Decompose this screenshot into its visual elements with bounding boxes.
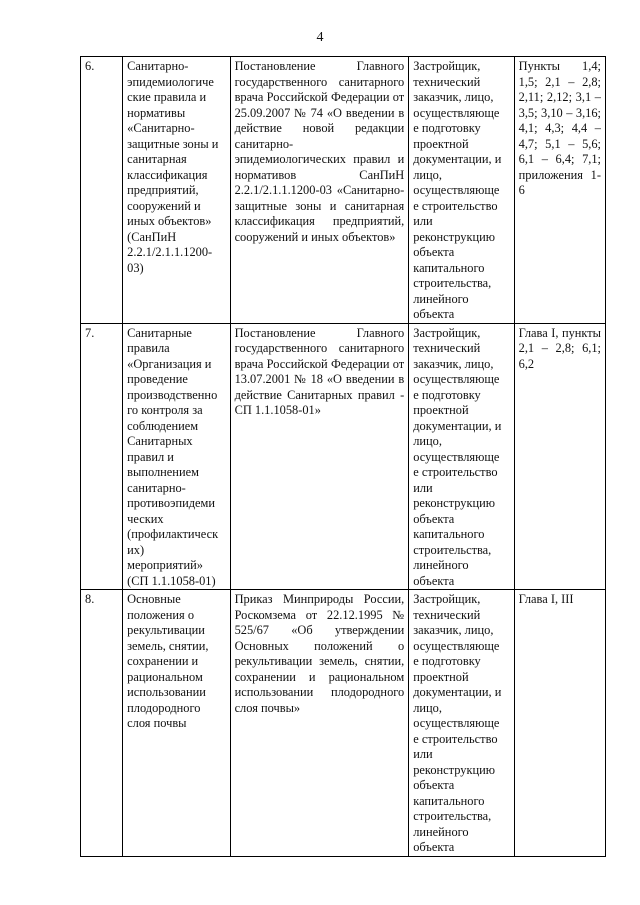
approving-act: Приказ Минприроды России, Роскомзема от 22.12.1995 № 525/67 «Об утверждении Основных положений о рекультивации земель, снятии, сохранении и рациональном использовании плодородного слоя почвы» [230, 590, 409, 857]
regulations-table [80, 56, 606, 857]
responsible-parties: Застройщик, технический заказчик, лицо, осуществляюще е подготовку проектной документации, и лицо, осуществляюще е строительство или реконструкцию объекта капитального строительства, линейного объекта [409, 323, 514, 590]
applicable-provisions: Пункты 1,4; 1,5; 2,1 – 2,8; 2,11; 2,12; 3,1 – 3,5; 3,10 – 3,16; 4,1; 4,3; 4,4 – 4,7; 5,1 – 5,6; 6,1 – 6,4; 7,1; приложения 1-6 [514, 57, 605, 324]
approving-act: Постановление Главного государственного санитарного врача Российской Федерации от 13.07.2001 № 18 «О введении в действие Санитарных правил - СП 1.1.1058-01» [230, 323, 409, 590]
regulation-name: Санитарно- эпидемиологиче ские правила и нормативы «Санитарно- защитные зоны и санитарная классификация предприятий, сооружений и иных объектов» (СанПиН 2.2.1/2.1.1.1200- 03) [123, 57, 230, 324]
responsible-parties: Застройщик, технический заказчик, лицо, осуществляюще е подготовку проектной документации, и лицо, осуществляюще е строительство или реконструкцию объекта капитального строительства, линейного объекта [409, 590, 514, 857]
table-row [81, 57, 606, 324]
row-number: 7. [81, 323, 123, 590]
applicable-provisions: Глава I, пункты 2,1 – 2,8; 6,1; 6,2 [514, 323, 605, 590]
approving-act: Постановление Главного государственного санитарного врача Российской Федерации от 25.09.2007 № 74 «О введении в действие новой редакции санитарно-эпидемиологических правил и нормативов СанПиН 2.2.1/2.1.1.1200-03 «Санитарно-защитные зоны и санитарная классификация предприятий, сооружений и иных объектов» [230, 57, 409, 324]
page-number: 4 [316, 30, 324, 45]
table-row [81, 323, 606, 590]
row-number: 8. [81, 590, 123, 857]
applicable-provisions: Глава I, III [514, 590, 605, 857]
regulation-name: Санитарные правила «Организация и проведение производственно го контроля за соблюдением Санитарных правил и выполнением санитарно- противоэпидеми ческих (профилактическ их) мероприятий» (СП 1.1.1058-01) [123, 323, 230, 590]
responsible-parties: Застройщик, технический заказчик, лицо, осуществляюще е подготовку проектной документации, и лицо, осуществляюще е строительство или реконструкцию объекта капитального строительства, линейного объекта [409, 57, 514, 324]
row-number: 6. [81, 57, 123, 324]
regulation-name: Основные положения о рекультивации земель, снятии, сохранении и рациональном использовании плодородного слоя почвы [123, 590, 230, 857]
table-row [81, 590, 606, 857]
